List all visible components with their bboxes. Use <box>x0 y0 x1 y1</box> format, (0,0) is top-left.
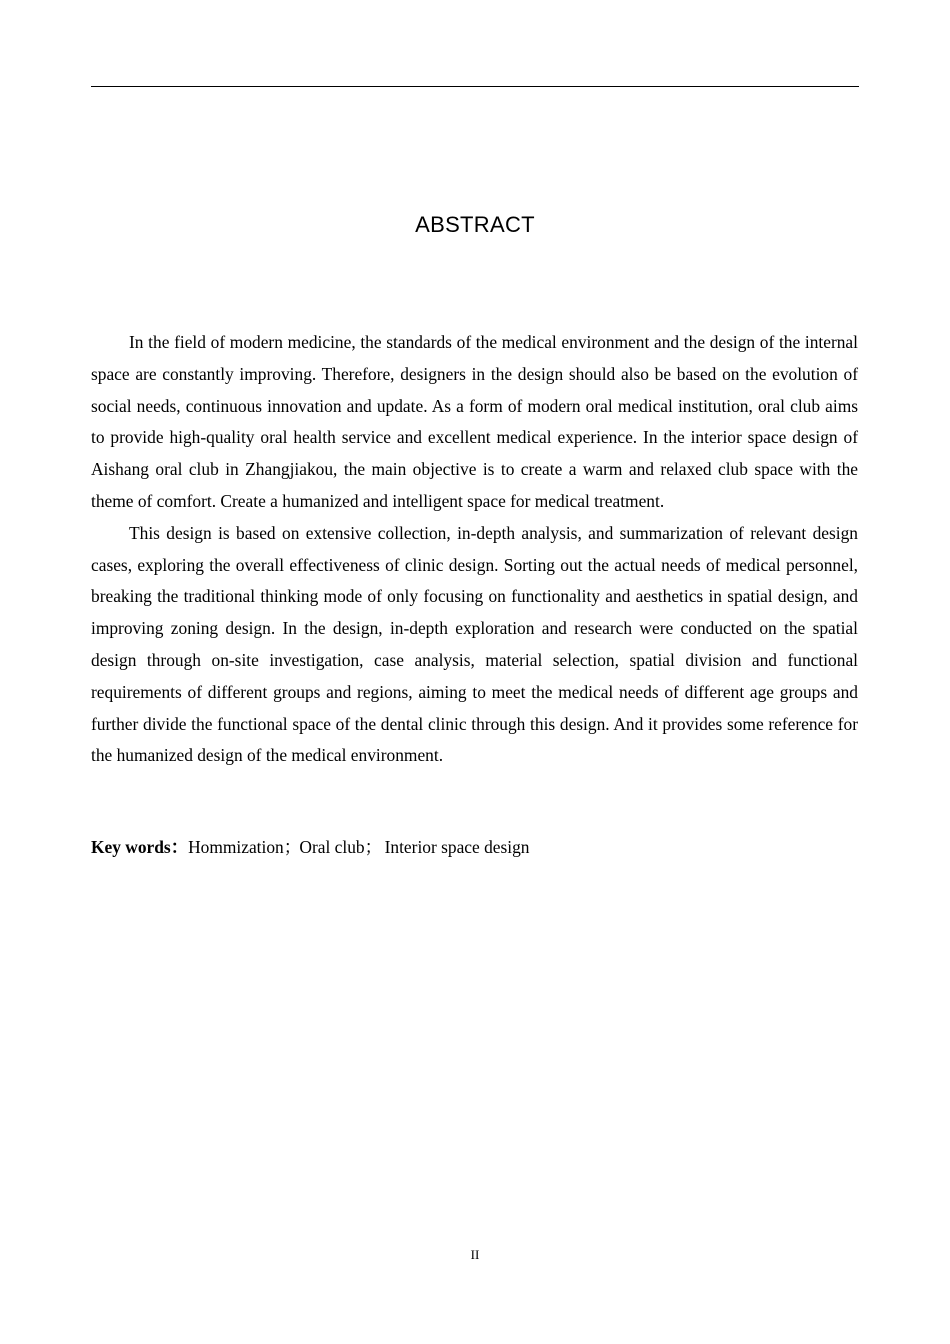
keywords-label: Key words： <box>91 837 189 857</box>
abstract-body <box>91 327 858 772</box>
header-rule <box>91 86 859 87</box>
keywords-line <box>91 834 858 860</box>
keyword-separator: ； <box>283 837 302 857</box>
abstract-paragraph-1: In the field of modern medicine, the standards of the medical environment and the design of the internal space are constantly improving. Therefore, designers in the design should also be based on the evolution of social needs, continuous innovation and update. As a form of modern oral medical institution, oral club aims to provide high-quality oral health service and excellent medical experience. In the interior space design of Aishang oral club in Zhangjiakou, the main objective is to create a warm and relaxed club space with the theme of comfort. Create a humanized and intelligent space for medical treatment. <box>91 332 858 511</box>
page-number: II <box>470 1247 480 1262</box>
keyword-item: Hommization <box>188 837 284 857</box>
keyword-item: Oral club <box>299 837 365 857</box>
keyword-item: Interior space design <box>384 837 530 857</box>
keyword-separator: ； <box>364 837 382 857</box>
page-title: ABSTRACT <box>415 212 535 237</box>
abstract-paragraph-2: This design is based on extensive collection, in-depth analysis, and summarization of relevant design cases, exploring the overall effectiveness of clinic design. Sorting out the actual needs of medical personnel, breaking the traditional thinking mode of only focusing on functionality and aesthetics in spatial design, and improving zoning design. In the design, in-depth exploration and research were conducted on the spatial design through on-site investigation, case analysis, material selection, spatial division and functional requirements of different groups and regions, aiming to meet the medical needs of different age groups and further divide the functional space of the dental clinic through this design. And it provides some reference for the humanized design of the medical environment. <box>91 522 858 766</box>
